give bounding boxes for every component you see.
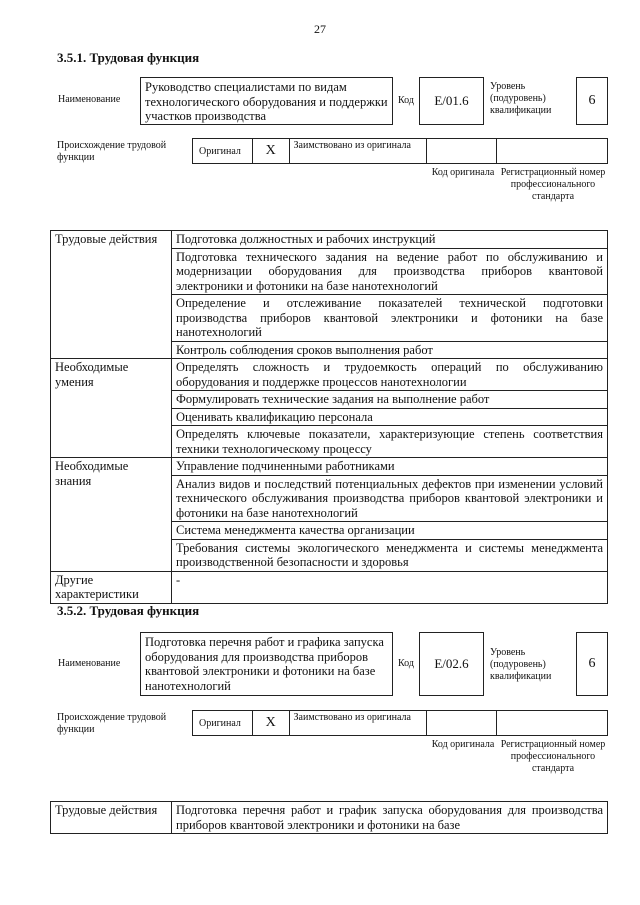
functions-table-1 xyxy=(50,230,608,604)
function-name-box-1: Руководство специалистами по видам технологического оборудования и поддержки участков производства xyxy=(140,77,393,125)
reg-number-cell-1 xyxy=(497,139,607,163)
name-label-1: Наименование xyxy=(58,94,121,105)
row-item: Определять сложность и трудоемкость операций по обслуживанию оборудования и поддержке процессов нанотехнологии xyxy=(172,359,608,391)
table-row xyxy=(51,458,608,476)
row-item: Определение и отслеживание показателей технической подготовки производства приборов квантовой электроники и фотоники на базе нанотехнологий xyxy=(172,295,608,342)
reg-number-caption-2: Регистрационный номер профессионального стандарта xyxy=(500,739,606,774)
original-mark-1: X xyxy=(253,139,290,163)
row-item: Определять ключевые показатели, характеризующие степень соответствия техники технологическому процессу xyxy=(172,426,608,458)
level-label-1: Уровень (подуровень) квалификации xyxy=(490,81,552,116)
origin-table-2 xyxy=(192,710,608,736)
function-code-box-2: E/02.6 xyxy=(419,632,484,696)
section-heading-2: 3.5.2. Трудовая функция xyxy=(57,603,200,618)
function-code-box-1: E/01.6 xyxy=(419,77,484,125)
row-category: Необходимые умения xyxy=(51,359,172,458)
code-original-caption-2: Код оригинала xyxy=(431,739,495,750)
original-label-2: Оригинал xyxy=(193,711,253,735)
code-label-1: Код xyxy=(398,95,414,106)
origin-label-1: Происхождение трудовой функции xyxy=(57,140,167,163)
row-category: Трудовые действия xyxy=(51,231,172,359)
code-original-caption-1: Код оригинала xyxy=(431,167,495,178)
qualification-level-box-2: 6 xyxy=(576,632,608,696)
reg-number-caption-1: Регистрационный номер профессионального стандарта xyxy=(500,167,606,202)
row-item: Подготовка перечня работ и график запуска оборудования для производства приборов квантовой электроники и фотоники на базе xyxy=(172,802,608,834)
original-label-1: Оригинал xyxy=(193,139,253,163)
reg-number-cell-2 xyxy=(497,711,607,735)
row-item: Требования системы экологического менеджмента и системы менеджмента производственной безопасности и здоровья xyxy=(172,539,608,571)
row-item: Анализ видов и последствий потенциальных дефектов при изменении условий технического обслуживания производства приборов квантовой электроники и фотоники на базе нанотехнологий xyxy=(172,475,608,522)
page-number: 27 xyxy=(314,22,326,36)
row-category: Другие характеристики xyxy=(51,571,172,603)
row-item: Контроль соблюдения сроков выполнения работ xyxy=(172,341,608,359)
row-item: Управление подчиненными работниками xyxy=(172,458,608,476)
function-name-box-2: Подготовка перечня работ и графика запуска оборудования для производства приборов квантовой электроники и фотоники на базе нанотехнологий xyxy=(140,632,393,696)
table-row xyxy=(51,359,608,391)
row-category: Трудовые действия xyxy=(51,802,172,834)
row-item: Подготовка должностных и рабочих инструкций xyxy=(172,231,608,249)
row-item: Оценивать квалификацию персонала xyxy=(172,408,608,426)
original-mark-2: X xyxy=(253,711,290,735)
table-row xyxy=(51,571,608,603)
table-row xyxy=(51,231,608,249)
origin-table-1 xyxy=(192,138,608,164)
row-item: Подготовка технического задания на ведение работ по обслуживанию и модернизации оборудования для производства приборов квантовой электроники и фотоники на базе нанотехнологий xyxy=(172,248,608,295)
level-label-2: Уровень (подуровень) квалификации xyxy=(490,647,552,682)
borrowed-label-2: Заимствовано из оригинала xyxy=(290,711,427,735)
name-label-2: Наименование xyxy=(58,658,121,669)
borrowed-label-1: Заимствовано из оригинала xyxy=(290,139,427,163)
row-item: Формулировать технические задания на выполнение работ xyxy=(172,391,608,409)
row-item: Система менеджмента качества организации xyxy=(172,522,608,540)
code-original-cell-2 xyxy=(427,711,497,735)
origin-label-2: Происхождение трудовой функции xyxy=(57,712,167,735)
code-label-2: Код xyxy=(398,658,414,669)
section-heading-1: 3.5.1. Трудовая функция xyxy=(57,50,200,65)
row-category: Необходимые знания xyxy=(51,458,172,572)
row-item: - xyxy=(172,571,608,603)
code-original-cell-1 xyxy=(427,139,497,163)
qualification-level-box-1: 6 xyxy=(576,77,608,125)
functions-table-2 xyxy=(50,801,608,834)
table-row xyxy=(51,802,608,834)
